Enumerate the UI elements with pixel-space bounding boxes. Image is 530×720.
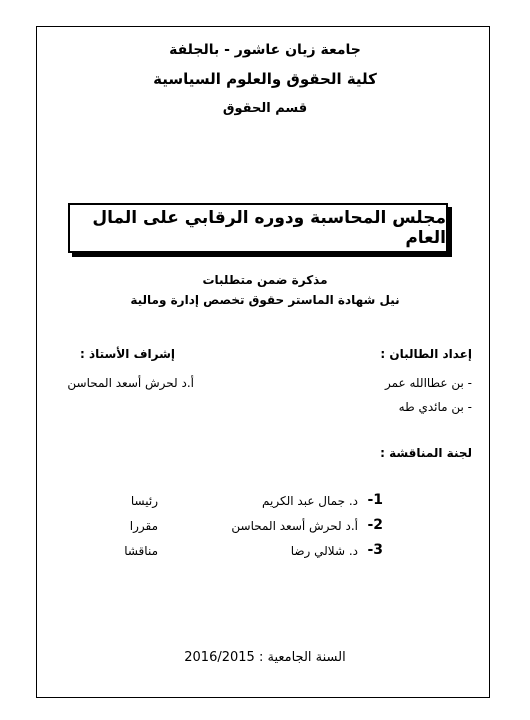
student-1: - بن عطاالله عمر <box>384 376 472 390</box>
academic-year: السنة الجامعية : 2016/2015 <box>184 650 346 665</box>
students-label: إعداد الطالبان : <box>380 347 472 361</box>
committee-name-3: د. شلالي رضا <box>290 544 358 558</box>
committee-number-3: 3- <box>367 542 383 558</box>
department-name: قسم الحقوق <box>222 101 308 116</box>
student-2: - بن مائدي طه <box>398 400 472 414</box>
subtitle-line-2: نيل شهادة الماستر حقوق تخصص إدارة ومالية <box>130 293 400 307</box>
thesis-title-box <box>68 203 448 253</box>
committee-label: لجنة المناقشة : <box>380 446 472 460</box>
committee-role-2: مقررا <box>129 519 158 533</box>
faculty-name: كلية الحقوق والعلوم السياسية <box>153 70 377 88</box>
committee-name-1: د. جمال عبد الكريم <box>262 494 358 508</box>
supervisor-name: أ.د لحرش أسعد المحاسن <box>67 376 194 390</box>
committee-role-3: مناقشا <box>124 544 158 558</box>
committee-role-1: رئيسا <box>130 494 158 508</box>
thesis-title: مجلس المحاسبة ودوره الرقابي على المال العام <box>92 208 446 248</box>
committee-number-1: 1- <box>367 492 383 508</box>
subtitle-line-1: مذكرة ضمن متطلبات <box>202 273 328 287</box>
committee-name-2: أ.د لحرش أسعد المحاسن <box>231 519 358 533</box>
university-name: جامعة زيان عاشور - بالجلفة <box>169 42 361 58</box>
page-border <box>36 26 490 698</box>
supervisor-label: إشراف الأستاذ : <box>80 347 175 361</box>
committee-number-2: 2- <box>367 517 383 533</box>
